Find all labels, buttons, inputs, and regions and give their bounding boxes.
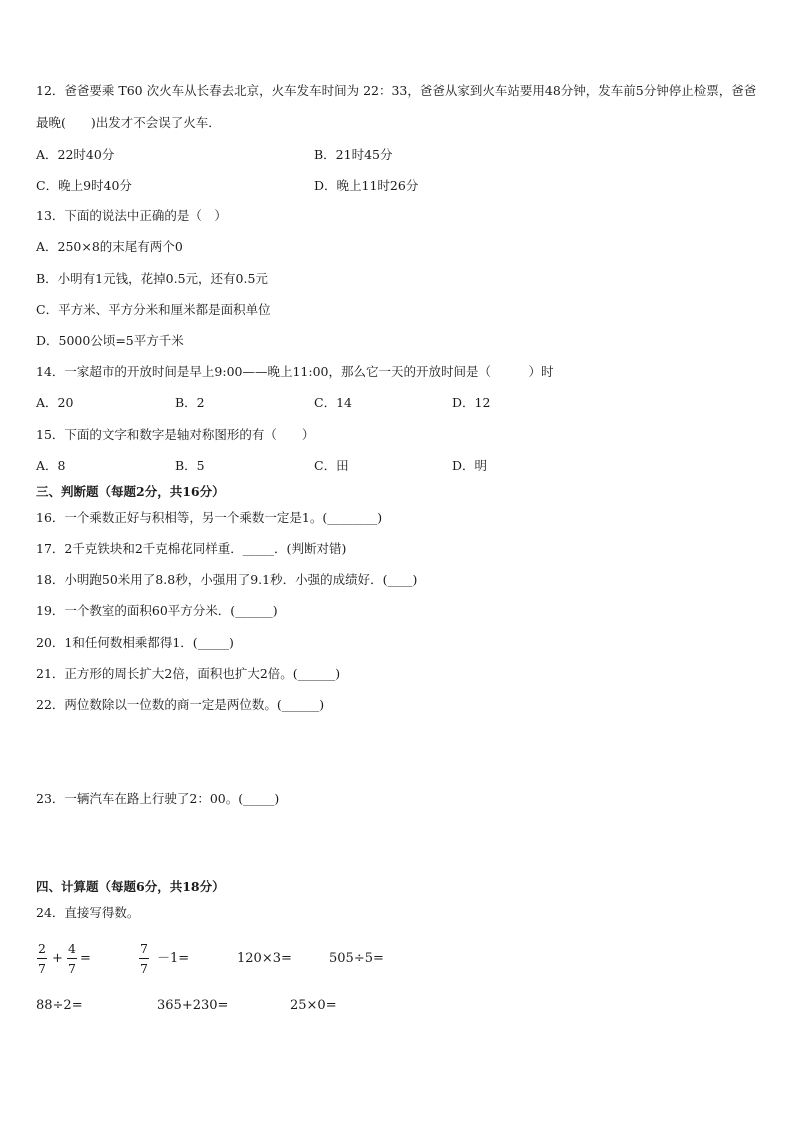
q15-option-d: D．明 <box>452 458 488 473</box>
frac2-rest: －1= <box>157 951 190 966</box>
frac2-denominator: 7 <box>140 961 148 976</box>
q15-option-a: A．8 <box>36 458 66 473</box>
question-13-text: 13．下面的说法中正确的是（ ） <box>36 208 227 223</box>
q15-option-b: B．5 <box>175 458 205 473</box>
frac1-denominator-1: 7 <box>38 961 46 976</box>
judge-item-20: 20．1和任何数相乘都得1．(_____) <box>36 635 234 650</box>
q13-option-c: C．平方米、平方分米和厘米都是面积单位 <box>36 302 271 317</box>
judge-item-17: 17．2千克铁块和2千克棉花同样重．_____．(判断对错) <box>36 541 347 556</box>
frac2-bar <box>139 958 149 959</box>
question-24-title: 24．直接写得数。 <box>36 905 140 920</box>
q13-option-a: A．250×8的末尾有两个0 <box>36 239 183 254</box>
q15-option-c: C．田 <box>314 458 349 473</box>
frac1-bar-1 <box>37 958 47 959</box>
calc-88div2: 88÷2= <box>36 998 83 1013</box>
q12-option-c: C．晚上9时40分 <box>36 178 132 193</box>
question-12-text: 12．爸爸要乘 T60 次火车从长春去北京，火车发车时间为 22：33，爸爸从家到火车站要用48分钟，发车前5分钟停止检票，爸爸最晚( )出发才不会误了火车． <box>36 83 757 130</box>
judge-item-23: 23．一辆汽车在路上行驶了2：00。(_____) <box>36 791 280 806</box>
q14-option-b: B．2 <box>175 395 205 410</box>
calc-120x3: 120×3= <box>237 951 292 966</box>
q13-option-d: D．5000公顷=5平方千米 <box>36 333 184 348</box>
frac1-numerator-1: 2 <box>38 941 46 956</box>
judge-item-21: 21．正方形的周长扩大2倍，面积也扩大2倍。(______) <box>36 666 341 681</box>
calc-25x0: 25×0= <box>290 998 337 1013</box>
calc-505div5: 505÷5= <box>329 951 384 966</box>
question-14-text: 14．一家超市的开放时间是早上9:00——晚上11:00，那么它一天的开放时间是（ ）时 <box>36 364 554 379</box>
frac1-equals: = <box>80 951 91 966</box>
judge-item-22: 22．两位数除以一位数的商一定是两位数。(______) <box>36 697 325 712</box>
q12-option-b: B．21时45分 <box>314 147 393 162</box>
frac2-numerator: 7 <box>140 941 148 956</box>
calc-365plus230: 365+230= <box>157 998 229 1013</box>
q12-option-d: D．晚上11时26分 <box>314 178 419 193</box>
section-3-heading: 三、判断题（每题2分，共16分） <box>36 484 225 499</box>
section-4-heading: 四、计算题（每题6分，共18分） <box>36 879 225 894</box>
q13-option-b: B．小明有1元钱，花掉0.5元，还有0.5元 <box>36 271 268 286</box>
frac1-plus-sign: + <box>52 951 63 966</box>
judge-item-18: 18．小明跑50米用了8.8秒，小强用了9.1秒．小强的成绩好．(____) <box>36 572 418 587</box>
judge-item-16: 16．一个乘数正好与积相等，另一个乘数一定是1。(________) <box>36 510 383 525</box>
q14-option-a: A．20 <box>36 395 74 410</box>
q12-option-a: A．22时40分 <box>36 147 115 162</box>
judge-item-19: 19．一个教室的面积60平方分米．(______) <box>36 603 278 618</box>
frac1-bar-2 <box>67 958 77 959</box>
frac1-numerator-2: 4 <box>68 941 76 956</box>
frac1-denominator-2: 7 <box>68 961 76 976</box>
q14-option-d: D．12 <box>452 395 491 410</box>
q14-option-c: C．14 <box>314 395 352 410</box>
question-15-text: 15．下面的文字和数字是轴对称图形的有（ ） <box>36 427 315 442</box>
